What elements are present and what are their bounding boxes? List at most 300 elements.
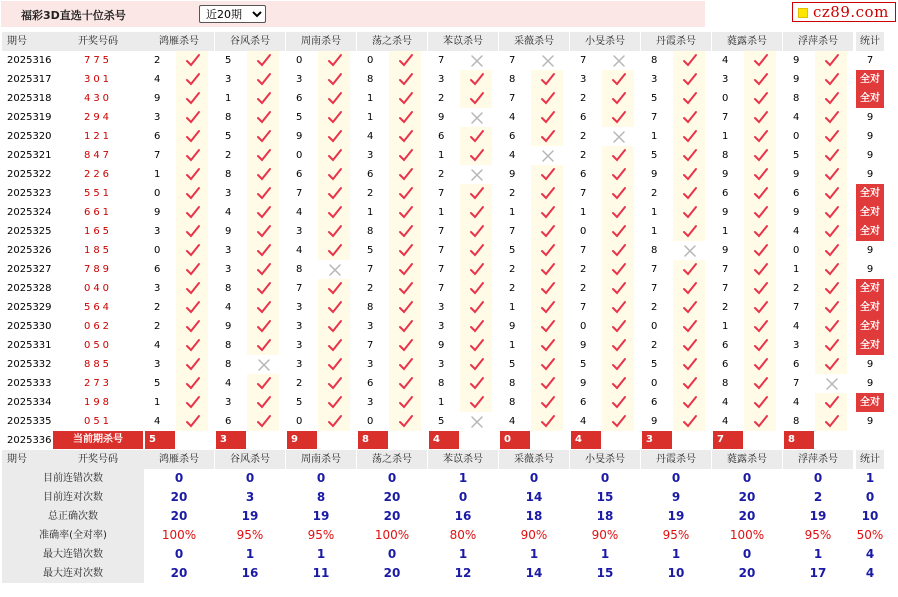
summary-value: 95% <box>662 528 690 542</box>
kill-number: 3 <box>367 321 374 332</box>
kill-number: 1 <box>438 207 445 218</box>
summary-value: 1 <box>458 547 468 561</box>
current-kill-number: 0 <box>500 431 530 449</box>
check-icon <box>247 146 279 165</box>
kill-number: 2 <box>651 302 658 313</box>
check-icon <box>744 298 776 317</box>
check-icon <box>744 89 776 108</box>
check-icon <box>389 374 421 393</box>
kill-number: 8 <box>225 340 232 351</box>
kill-number: 7 <box>651 283 658 294</box>
kill-number: 5 <box>651 93 658 104</box>
kill-number: 2 <box>580 283 587 294</box>
cross-icon <box>460 108 492 127</box>
summary-value: 20 <box>170 490 188 504</box>
check-icon <box>176 89 208 108</box>
check-icon <box>318 222 350 241</box>
column-header-period: 期号 <box>2 32 52 51</box>
current-kill-number: 3 <box>642 431 672 449</box>
summary-value: 90% <box>520 528 548 542</box>
check-icon <box>744 355 776 374</box>
period-number: 2025319 <box>7 112 52 123</box>
kill-number: 0 <box>296 55 303 66</box>
period-number: 2025326 <box>7 245 52 256</box>
kill-number: 4 <box>580 416 587 427</box>
draw-number: 661 <box>83 207 113 218</box>
check-icon <box>531 336 563 355</box>
kill-number: 2 <box>793 283 800 294</box>
check-icon <box>531 184 563 203</box>
current-kill-number: 8 <box>784 431 814 449</box>
check-icon <box>815 222 847 241</box>
check-icon <box>318 317 350 336</box>
kill-number: 1 <box>438 150 445 161</box>
check-icon <box>531 127 563 146</box>
check-icon <box>389 298 421 317</box>
check-icon <box>744 241 776 260</box>
kill-number: 1 <box>651 226 658 237</box>
check-icon <box>673 108 705 127</box>
check-icon <box>247 127 279 146</box>
kill-number: 4 <box>722 55 729 66</box>
kill-number: 4 <box>154 340 161 351</box>
check-icon <box>318 298 350 317</box>
kill-number: 0 <box>367 416 374 427</box>
check-icon <box>460 89 492 108</box>
check-icon <box>673 355 705 374</box>
check-icon <box>673 184 705 203</box>
check-icon <box>744 108 776 127</box>
kill-number: 9 <box>225 321 232 332</box>
check-icon <box>602 336 634 355</box>
all-correct-badge: 全对 <box>856 393 884 412</box>
summary-value: 90% <box>591 528 619 542</box>
draw-number: 430 <box>83 93 113 104</box>
kill-number: 2 <box>651 340 658 351</box>
kill-number: 5 <box>225 55 232 66</box>
summary-value: 20 <box>738 490 756 504</box>
kill-number: 5 <box>509 359 516 370</box>
summary-label: 总正确次数 <box>2 507 144 526</box>
kill-number: 9 <box>225 226 232 237</box>
check-icon <box>318 241 350 260</box>
kill-number: 5 <box>438 416 445 427</box>
kill-number: 7 <box>438 245 445 256</box>
current-kill-number: 3 <box>216 431 246 449</box>
kill-number: 3 <box>367 397 374 408</box>
kill-number: 8 <box>225 283 232 294</box>
kill-number: 9 <box>296 131 303 142</box>
check-icon <box>176 108 208 127</box>
column-header-stat: 统计 <box>856 450 884 469</box>
summary-row <box>0 488 884 507</box>
column-header-expert: 小旻杀号 <box>570 450 640 469</box>
kill-number: 3 <box>438 74 445 85</box>
check-icon <box>744 260 776 279</box>
summary-value: 0 <box>742 547 752 561</box>
kill-number: 7 <box>651 112 658 123</box>
period-number: 2025323 <box>7 188 52 199</box>
period-number: 2025325 <box>7 226 52 237</box>
kill-number: 5 <box>154 378 161 389</box>
cross-icon <box>531 51 563 70</box>
check-icon <box>176 260 208 279</box>
draw-number: 062 <box>83 321 113 332</box>
check-icon <box>602 203 634 222</box>
check-icon <box>744 51 776 70</box>
kill-number: 5 <box>296 112 303 123</box>
kill-number: 4 <box>793 397 800 408</box>
summary-label: 最大连对次数 <box>2 564 144 583</box>
summary-value: 15 <box>596 490 614 504</box>
check-icon <box>460 317 492 336</box>
draw-number: 051 <box>83 416 113 427</box>
all-correct-badge: 全对 <box>856 222 884 241</box>
current-period: 2025336 <box>7 435 52 446</box>
check-icon <box>602 184 634 203</box>
check-icon <box>815 355 847 374</box>
kill-number: 1 <box>154 169 161 180</box>
kill-number: 2 <box>580 131 587 142</box>
table-row <box>0 70 884 89</box>
kill-number: 3 <box>438 321 445 332</box>
check-icon <box>176 393 208 412</box>
check-icon <box>673 222 705 241</box>
kill-number: 7 <box>438 188 445 199</box>
summary-value: 0 <box>671 471 681 485</box>
column-header-expert: 谷风杀号 <box>215 450 285 469</box>
summary-value: 20 <box>383 509 401 523</box>
kill-number: 3 <box>225 245 232 256</box>
summary-row <box>0 507 884 526</box>
summary-value: 100% <box>729 528 765 542</box>
check-icon <box>531 241 563 260</box>
check-icon <box>389 260 421 279</box>
kill-number: 7 <box>438 55 445 66</box>
check-icon <box>460 241 492 260</box>
check-icon <box>389 127 421 146</box>
kill-number: 0 <box>793 245 800 256</box>
summary-value: 20 <box>738 566 756 580</box>
summary-value: 95% <box>307 528 335 542</box>
draw-number: 273 <box>83 378 113 389</box>
kill-number: 8 <box>722 378 729 389</box>
kill-number: 0 <box>651 321 658 332</box>
kill-number: 1 <box>722 321 729 332</box>
kill-number: 7 <box>580 302 587 313</box>
check-icon <box>318 203 350 222</box>
kill-number: 4 <box>509 112 516 123</box>
summary-value: 9 <box>671 490 681 504</box>
summary-value: 1 <box>813 547 823 561</box>
kill-number: 3 <box>154 283 161 294</box>
table-row <box>0 317 884 336</box>
column-header-expert: 鸿雁杀号 <box>144 450 214 469</box>
column-header-expert: 周南杀号 <box>286 32 356 51</box>
check-icon <box>602 108 634 127</box>
all-correct-badge: 全对 <box>856 317 884 336</box>
kill-number: 3 <box>793 340 800 351</box>
kill-number: 4 <box>793 226 800 237</box>
check-icon <box>460 127 492 146</box>
kill-number: 9 <box>722 207 729 218</box>
check-icon <box>389 279 421 298</box>
period-number: 2025321 <box>7 150 52 161</box>
kill-number: 9 <box>438 340 445 351</box>
check-icon <box>744 374 776 393</box>
hit-count: 9 <box>866 150 874 161</box>
hit-count: 7 <box>866 55 874 66</box>
summary-stat: 4 <box>865 566 875 580</box>
period-number: 2025334 <box>7 397 52 408</box>
check-icon <box>673 298 705 317</box>
check-icon <box>531 412 563 431</box>
check-icon <box>673 70 705 89</box>
check-icon <box>602 279 634 298</box>
check-icon <box>815 89 847 108</box>
kill-number: 6 <box>296 93 303 104</box>
kill-number: 7 <box>651 264 658 275</box>
summary-value: 20 <box>383 490 401 504</box>
check-icon <box>602 374 634 393</box>
check-icon <box>247 203 279 222</box>
kill-number: 7 <box>367 340 374 351</box>
check-icon <box>389 412 421 431</box>
table-row <box>0 412 884 431</box>
summary-value: 0 <box>529 471 539 485</box>
summary-value: 18 <box>525 509 543 523</box>
kill-number: 9 <box>580 340 587 351</box>
kill-number: 4 <box>296 245 303 256</box>
draw-number: 847 <box>83 150 113 161</box>
check-icon <box>673 317 705 336</box>
check-icon <box>318 127 350 146</box>
summary-label: 准确率(全对率) <box>2 526 144 545</box>
kill-number: 1 <box>367 93 374 104</box>
kill-number: 1 <box>580 207 587 218</box>
kill-number: 6 <box>580 397 587 408</box>
check-icon <box>389 222 421 241</box>
check-icon <box>602 412 634 431</box>
table-row <box>0 146 884 165</box>
kill-number: 6 <box>296 169 303 180</box>
draw-number: 165 <box>83 226 113 237</box>
check-icon <box>815 336 847 355</box>
kill-number: 2 <box>438 169 445 180</box>
kill-number: 0 <box>651 378 658 389</box>
column-header-expert: 浮萍杀号 <box>783 450 853 469</box>
table-row <box>0 184 884 203</box>
check-icon <box>673 127 705 146</box>
summary-value: 8 <box>316 490 326 504</box>
check-icon <box>247 222 279 241</box>
logo-text: cz89.com <box>813 3 889 21</box>
kill-number: 5 <box>651 359 658 370</box>
hit-count: 9 <box>866 378 874 389</box>
check-icon <box>744 279 776 298</box>
check-icon <box>673 412 705 431</box>
kill-number: 6 <box>367 378 374 389</box>
table-row <box>0 393 884 412</box>
column-header-draw: 开奖号码 <box>52 32 144 51</box>
kill-number: 2 <box>438 93 445 104</box>
check-icon <box>176 412 208 431</box>
check-icon <box>176 279 208 298</box>
draw-number: 198 <box>83 397 113 408</box>
kill-number: 1 <box>225 93 232 104</box>
all-correct-badge: 全对 <box>856 279 884 298</box>
summary-value: 0 <box>742 471 752 485</box>
period-number: 2025335 <box>7 416 52 427</box>
table-row <box>0 89 884 108</box>
check-icon <box>247 51 279 70</box>
column-header-expert: 谷风杀号 <box>215 32 285 51</box>
column-header-expert: 荡之杀号 <box>357 32 427 51</box>
check-icon <box>176 70 208 89</box>
kill-number: 2 <box>154 321 161 332</box>
kill-number: 9 <box>154 93 161 104</box>
summary-label: 最大连错次数 <box>2 545 144 564</box>
check-icon <box>744 412 776 431</box>
kill-number: 2 <box>651 188 658 199</box>
check-icon <box>460 70 492 89</box>
column-header-expert: 蕤露杀号 <box>712 32 782 51</box>
kill-number: 8 <box>438 378 445 389</box>
kill-number: 3 <box>154 112 161 123</box>
check-icon <box>744 127 776 146</box>
check-icon <box>602 165 634 184</box>
kill-number: 6 <box>793 188 800 199</box>
check-icon <box>318 108 350 127</box>
check-icon <box>673 393 705 412</box>
kill-number: 3 <box>225 188 232 199</box>
draw-number: 301 <box>83 74 113 85</box>
kill-number: 7 <box>438 283 445 294</box>
kill-number: 0 <box>793 131 800 142</box>
check-icon <box>815 127 847 146</box>
period-number: 2025330 <box>7 321 52 332</box>
cross-icon <box>602 51 634 70</box>
check-icon <box>318 393 350 412</box>
site-logo[interactable] <box>792 2 896 22</box>
check-icon <box>602 146 634 165</box>
check-icon <box>176 241 208 260</box>
cross-icon <box>460 165 492 184</box>
table-row <box>0 108 884 127</box>
cross-icon <box>815 374 847 393</box>
kill-number: 5 <box>509 245 516 256</box>
check-icon <box>531 355 563 374</box>
summary-value: 3 <box>245 490 255 504</box>
all-correct-badge: 全对 <box>856 89 884 108</box>
kill-number: 3 <box>296 226 303 237</box>
kill-number: 1 <box>509 302 516 313</box>
summary-value: 20 <box>738 509 756 523</box>
check-icon <box>744 184 776 203</box>
kill-number: 7 <box>154 150 161 161</box>
kill-number: 6 <box>793 359 800 370</box>
current-kill-number: 8 <box>358 431 388 449</box>
kill-number: 2 <box>154 302 161 313</box>
column-header-expert: 荡之杀号 <box>357 450 427 469</box>
check-icon <box>247 260 279 279</box>
kill-number: 4 <box>154 416 161 427</box>
kill-number: 1 <box>438 397 445 408</box>
cross-icon <box>531 146 563 165</box>
check-icon <box>815 317 847 336</box>
kill-number: 1 <box>722 226 729 237</box>
kill-number: 0 <box>154 188 161 199</box>
table-row <box>0 241 884 260</box>
summary-value: 0 <box>458 490 468 504</box>
draw-number: 050 <box>83 340 113 351</box>
check-icon <box>673 89 705 108</box>
summary-value: 1 <box>458 471 468 485</box>
check-icon <box>176 336 208 355</box>
check-icon <box>460 222 492 241</box>
summary-value: 18 <box>596 509 614 523</box>
column-header-expert: 采薇杀号 <box>499 450 569 469</box>
kill-number: 1 <box>154 397 161 408</box>
kill-number: 1 <box>509 207 516 218</box>
kill-number: 2 <box>580 93 587 104</box>
kill-number: 6 <box>509 131 516 142</box>
kill-number: 1 <box>367 112 374 123</box>
cross-icon <box>247 355 279 374</box>
period-number: 2025318 <box>7 93 52 104</box>
check-icon <box>815 108 847 127</box>
kill-number: 7 <box>296 283 303 294</box>
check-icon <box>389 336 421 355</box>
check-icon <box>815 241 847 260</box>
kill-number: 6 <box>225 416 232 427</box>
kill-number: 4 <box>722 416 729 427</box>
kill-number: 8 <box>509 378 516 389</box>
table-row <box>0 279 884 298</box>
check-icon <box>815 279 847 298</box>
check-icon <box>176 184 208 203</box>
cross-icon <box>318 260 350 279</box>
kill-number: 7 <box>793 302 800 313</box>
check-icon <box>531 222 563 241</box>
current-kill-number: 4 <box>429 431 459 449</box>
check-icon <box>247 108 279 127</box>
column-header-expert: 鸿雁杀号 <box>144 32 214 51</box>
kill-number: 8 <box>225 359 232 370</box>
table-row <box>0 127 884 146</box>
check-icon <box>673 146 705 165</box>
summary-value: 100% <box>374 528 410 542</box>
summary-stat: 0 <box>865 490 875 504</box>
kill-number: 2 <box>225 150 232 161</box>
all-correct-badge: 全对 <box>856 203 884 222</box>
kill-number: 3 <box>296 359 303 370</box>
hit-count: 9 <box>866 131 874 142</box>
kill-number: 4 <box>509 416 516 427</box>
draw-number: 789 <box>83 264 113 275</box>
kill-number: 9 <box>793 207 800 218</box>
column-header-period: 期号 <box>2 450 52 469</box>
check-icon <box>389 146 421 165</box>
period-number: 2025320 <box>7 131 52 142</box>
check-icon <box>318 184 350 203</box>
table-row <box>0 203 884 222</box>
summary-value: 15 <box>596 566 614 580</box>
period-select[interactable] <box>199 5 266 23</box>
check-icon <box>531 89 563 108</box>
kill-number: 7 <box>438 264 445 275</box>
kill-number: 2 <box>154 55 161 66</box>
